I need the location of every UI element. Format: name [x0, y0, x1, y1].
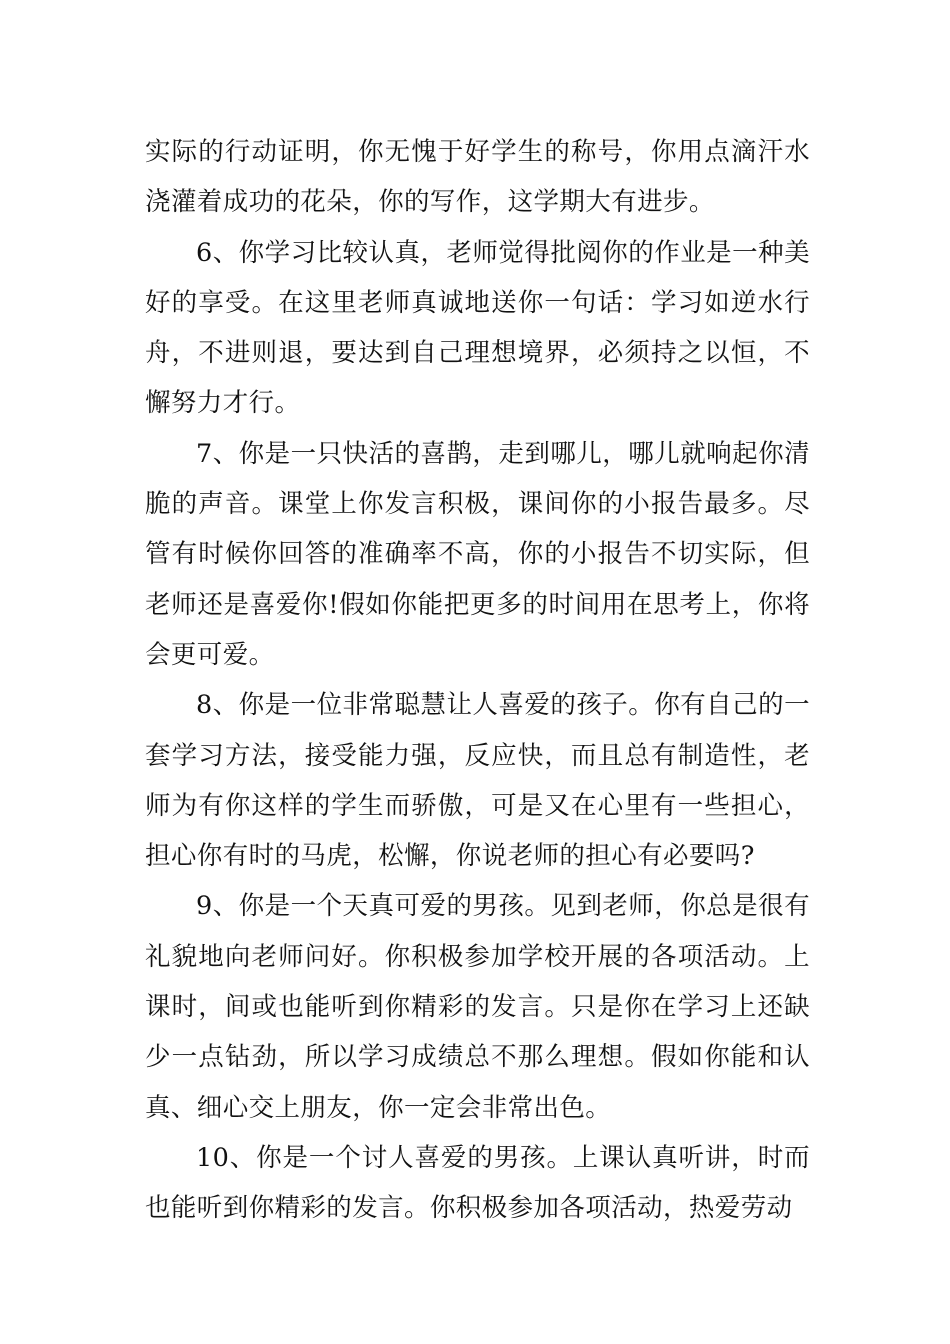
- paragraph-item-9: 9、你是一个天真可爱的男孩。见到老师，你总是很有礼貌地向老师问好。你积极参加学校开展的各项活动。上课时，间或也能听到你精彩的发言。只是你在学习上还缺少一点钻劲，所以学习成绩总不那么理想。假如你能和认真、细心交上朋友，你一定会非常出色。: [145, 891, 810, 1123]
- paragraph-item-8: 8、你是一位非常聪慧让人喜爱的孩子。你有自己的一套学习方法，接受能力强，反应快，而且总有制造性，老师为有你这样的学生而骄傲，可是又在心里有一些担心，担心你有时的马虎，松懈，你说老师的担心有必要吗?: [145, 690, 810, 872]
- document-body: [145, 127, 810, 1234]
- paragraph-continuation: 实际的行动证明，你无愧于好学生的称号，你用点滴汗水浇灌着成功的花朵，你的写作，这学期大有进步。: [145, 137, 810, 218]
- paragraph-item-10: 10、你是一个讨人喜爱的男孩。上课认真听讲，时而也能听到你精彩的发言。你积极参加各项活动，热爱劳动: [145, 1142, 810, 1224]
- paragraph-item-6: 6、你学习比较认真，老师觉得批阅你的作业是一种美好的享受。在这里老师真诚地送你一句话：学习如逆水行舟，不进则退，要达到自己理想境界，必须持之以恒，不懈努力才行。: [145, 237, 810, 419]
- paragraph-item-7: 7、你是一只快活的喜鹊，走到哪儿，哪儿就响起你清脆的声音。课堂上你发言积极，课间你的小报告最多。尽管有时候你回答的准确率不高，你的小报告不切实际，但老师还是喜爱你!假如你能把更多的时间用在思考上，你将会更可爱。: [145, 438, 810, 670]
